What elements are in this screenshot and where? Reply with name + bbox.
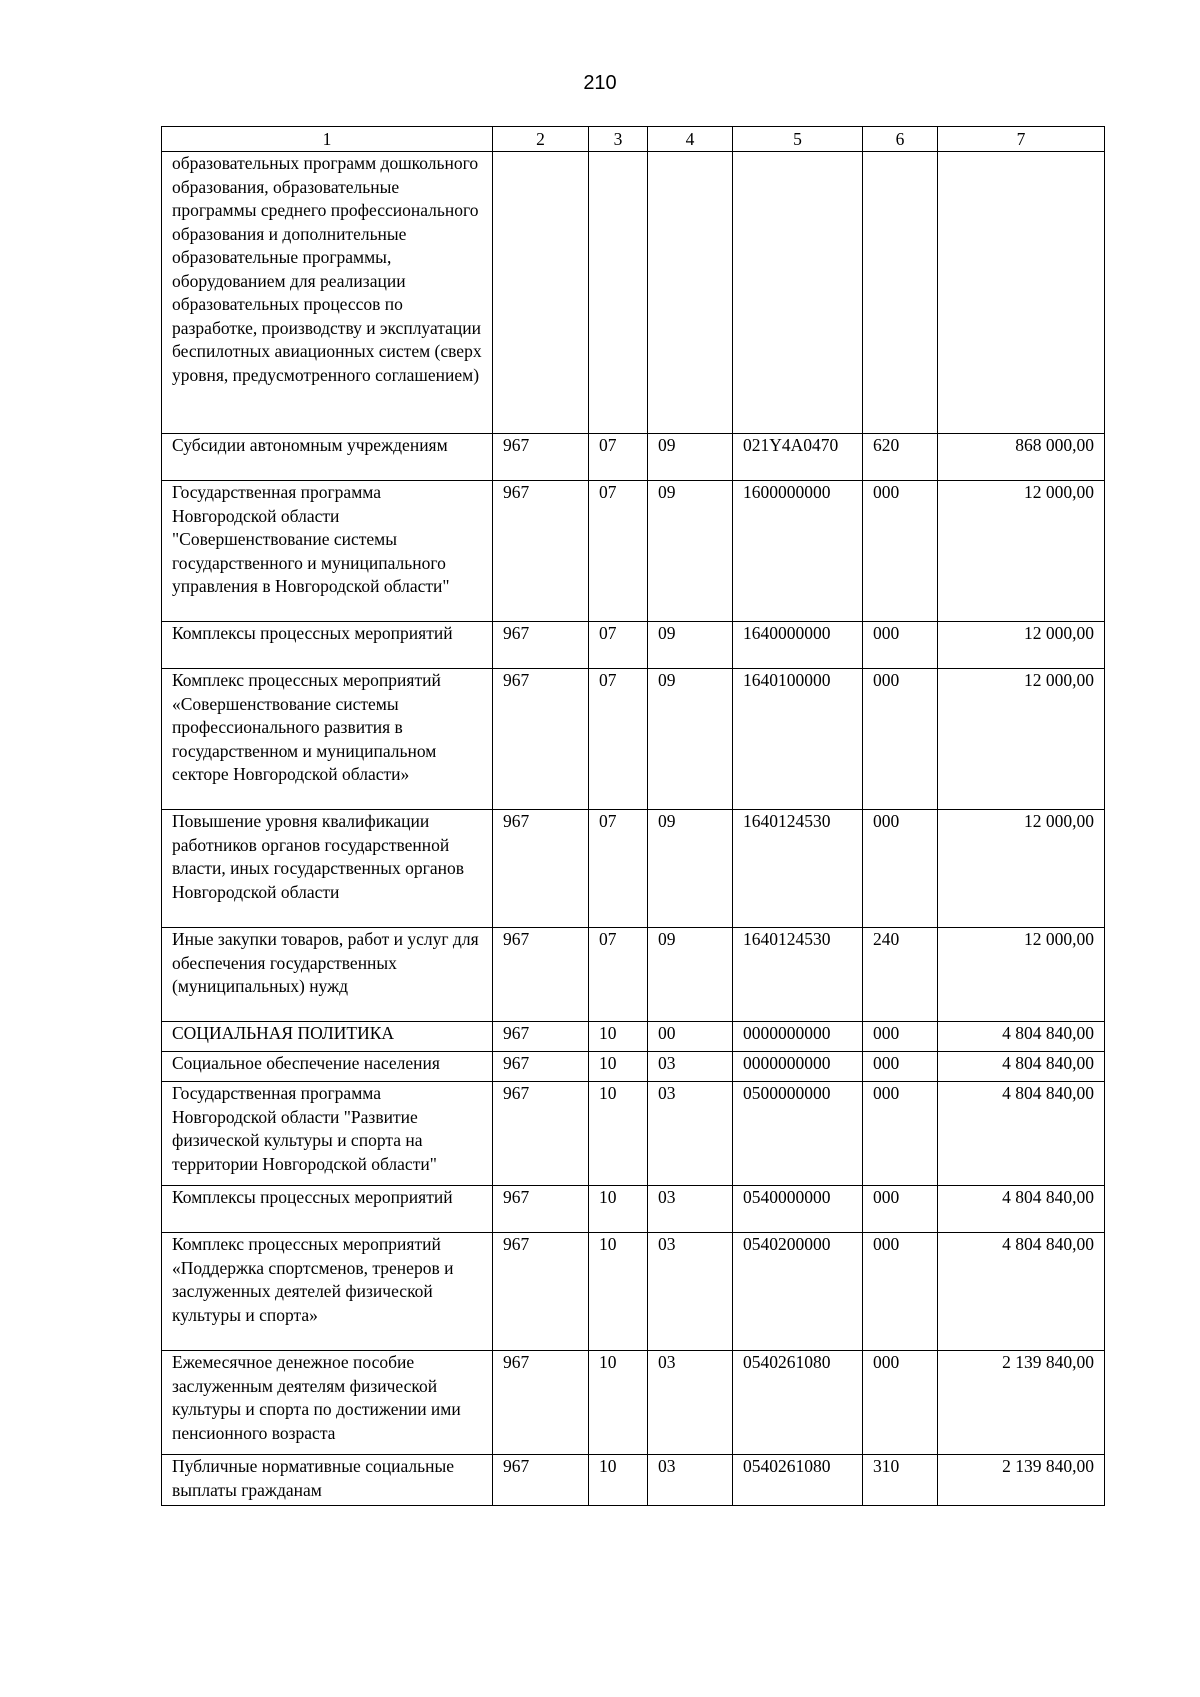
- section-code-cell: 07: [589, 481, 648, 622]
- ved-code-cell: 967: [493, 928, 589, 1022]
- amount-cell: 12 000,00: [938, 928, 1105, 1022]
- section-code-cell: 10: [589, 1082, 648, 1186]
- row-name-cell: Повышение уровня квалификации работников органов государственной власти, иных государственных органов Новгородской области: [162, 810, 493, 928]
- ved-code-cell: 967: [493, 622, 589, 669]
- section-code-cell: 10: [589, 1455, 648, 1506]
- column-header: 3: [589, 127, 648, 152]
- ved-code-cell: 967: [493, 434, 589, 481]
- subsection-code-cell: 09: [648, 481, 733, 622]
- expense-type-cell: 240: [863, 928, 938, 1022]
- target-article-cell: 1640100000: [733, 669, 863, 810]
- row-name-cell: Ежемесячное денежное пособие заслуженным деятелям физической культуры и спорта по достижении ими пенсионного возраста: [162, 1351, 493, 1455]
- section-code-cell: 07: [589, 928, 648, 1022]
- expense-type-cell: [863, 152, 938, 434]
- expense-type-cell: 000: [863, 1052, 938, 1082]
- target-article-cell: 1600000000: [733, 481, 863, 622]
- target-article-cell: 0540000000: [733, 1186, 863, 1233]
- section-code-cell: 10: [589, 1233, 648, 1351]
- amount-cell: 12 000,00: [938, 810, 1105, 928]
- row-name-cell: Иные закупки товаров, работ и услуг для обеспечения государственных (муниципальных) нужд: [162, 928, 493, 1022]
- ved-code-cell: 967: [493, 1052, 589, 1082]
- section-code-cell: [589, 152, 648, 434]
- budget-table: [161, 126, 1105, 1506]
- section-code-cell: 10: [589, 1351, 648, 1455]
- table-row: [162, 1455, 1105, 1506]
- table-row: [162, 810, 1105, 928]
- target-article-cell: 1640000000: [733, 622, 863, 669]
- amount-cell: 4 804 840,00: [938, 1186, 1105, 1233]
- row-name-cell: Комплекс процессных мероприятий «Совершенствование системы профессионального развития в государственном и муниципальном секторе Новгородской области»: [162, 669, 493, 810]
- subsection-code-cell: 00: [648, 1022, 733, 1052]
- section-code-cell: 10: [589, 1052, 648, 1082]
- target-article-cell: 0000000000: [733, 1052, 863, 1082]
- ved-code-cell: 967: [493, 1351, 589, 1455]
- section-code-cell: 07: [589, 434, 648, 481]
- amount-cell: 12 000,00: [938, 669, 1105, 810]
- expense-type-cell: 000: [863, 481, 938, 622]
- row-name-cell: Социальное обеспечение населения: [162, 1052, 493, 1082]
- subsection-code-cell: 09: [648, 622, 733, 669]
- expense-type-cell: 000: [863, 1186, 938, 1233]
- row-name-cell: Государственная программа Новгородской области "Развитие физической культуры и спорта на территории Новгородской области": [162, 1082, 493, 1186]
- column-header: 1: [162, 127, 493, 152]
- section-code-cell: 07: [589, 669, 648, 810]
- amount-cell: 4 804 840,00: [938, 1022, 1105, 1052]
- target-article-cell: 1640124530: [733, 928, 863, 1022]
- amount-cell: 12 000,00: [938, 481, 1105, 622]
- column-header: 2: [493, 127, 589, 152]
- target-article-cell: 021Y4A0470: [733, 434, 863, 481]
- expense-type-cell: 000: [863, 669, 938, 810]
- row-name-cell: Государственная программа Новгородской области "Совершенствование системы государственного и муниципального управления в Новгородской области": [162, 481, 493, 622]
- amount-cell: 4 804 840,00: [938, 1233, 1105, 1351]
- column-header: 7: [938, 127, 1105, 152]
- table-row: [162, 481, 1105, 622]
- subsection-code-cell: 09: [648, 434, 733, 481]
- ved-code-cell: 967: [493, 669, 589, 810]
- subsection-code-cell: 09: [648, 669, 733, 810]
- table-row: [162, 622, 1105, 669]
- subsection-code-cell: 09: [648, 928, 733, 1022]
- row-name-cell: образовательных программ дошкольного образования, образовательные программы среднего профессионального образования и дополнительные образовательные программы, оборудованием для реализации образовательных процессов по разработке, производству и эксплуатации беспилотных авиационных систем (сверх уровня, предусмотренного соглашением): [162, 152, 493, 434]
- target-article-cell: 0540261080: [733, 1455, 863, 1506]
- expense-type-cell: 000: [863, 1233, 938, 1351]
- section-code-cell: 07: [589, 810, 648, 928]
- ved-code-cell: 967: [493, 810, 589, 928]
- amount-cell: 2 139 840,00: [938, 1455, 1105, 1506]
- ved-code-cell: 967: [493, 1186, 589, 1233]
- table-row: [162, 1186, 1105, 1233]
- expense-type-cell: 000: [863, 1082, 938, 1186]
- amount-cell: [938, 152, 1105, 434]
- table-row: [162, 152, 1105, 434]
- row-name-cell: СОЦИАЛЬНАЯ ПОЛИТИКА: [162, 1022, 493, 1052]
- subsection-code-cell: [648, 152, 733, 434]
- amount-cell: 868 000,00: [938, 434, 1105, 481]
- expense-type-cell: 000: [863, 1351, 938, 1455]
- target-article-cell: 0540261080: [733, 1351, 863, 1455]
- table-row: [162, 1233, 1105, 1351]
- target-article-cell: 0540200000: [733, 1233, 863, 1351]
- expense-type-cell: 000: [863, 810, 938, 928]
- subsection-code-cell: 03: [648, 1233, 733, 1351]
- amount-cell: 4 804 840,00: [938, 1052, 1105, 1082]
- table-row: [162, 928, 1105, 1022]
- ved-code-cell: 967: [493, 1022, 589, 1052]
- ved-code-cell: 967: [493, 1455, 589, 1506]
- expense-type-cell: 310: [863, 1455, 938, 1506]
- target-article-cell: 1640124530: [733, 810, 863, 928]
- subsection-code-cell: 09: [648, 810, 733, 928]
- expense-type-cell: 620: [863, 434, 938, 481]
- column-header: 5: [733, 127, 863, 152]
- expense-type-cell: 000: [863, 622, 938, 669]
- amount-cell: 4 804 840,00: [938, 1082, 1105, 1186]
- target-article-cell: 0000000000: [733, 1022, 863, 1052]
- table-row: [162, 669, 1105, 810]
- subsection-code-cell: 03: [648, 1186, 733, 1233]
- row-name-cell: Комплексы процессных мероприятий: [162, 1186, 493, 1233]
- section-code-cell: 07: [589, 622, 648, 669]
- row-name-cell: Комплекс процессных мероприятий «Поддержка спортсменов, тренеров и заслуженных деятелей физической культуры и спорта»: [162, 1233, 493, 1351]
- subsection-code-cell: 03: [648, 1351, 733, 1455]
- row-name-cell: Субсидии автономным учреждениям: [162, 434, 493, 481]
- amount-cell: 12 000,00: [938, 622, 1105, 669]
- target-article-cell: 0500000000: [733, 1082, 863, 1186]
- section-code-cell: 10: [589, 1186, 648, 1233]
- table-row: [162, 434, 1105, 481]
- column-header: 6: [863, 127, 938, 152]
- subsection-code-cell: 03: [648, 1082, 733, 1186]
- expense-type-cell: 000: [863, 1022, 938, 1052]
- ved-code-cell: [493, 152, 589, 434]
- row-name-cell: Публичные нормативные социальные выплаты гражданам: [162, 1455, 493, 1506]
- subsection-code-cell: 03: [648, 1455, 733, 1506]
- section-code-cell: 10: [589, 1022, 648, 1052]
- column-header: 4: [648, 127, 733, 152]
- column-number-row: [162, 127, 1105, 152]
- page-number: 210: [583, 72, 617, 94]
- subsection-code-cell: 03: [648, 1052, 733, 1082]
- table-row: [162, 1082, 1105, 1186]
- ved-code-cell: 967: [493, 481, 589, 622]
- table-row: [162, 1022, 1105, 1052]
- target-article-cell: [733, 152, 863, 434]
- row-name-cell: Комплексы процессных мероприятий: [162, 622, 493, 669]
- ved-code-cell: 967: [493, 1082, 589, 1186]
- amount-cell: 2 139 840,00: [938, 1351, 1105, 1455]
- table-row: [162, 1351, 1105, 1455]
- ved-code-cell: 967: [493, 1233, 589, 1351]
- table-row: [162, 1052, 1105, 1082]
